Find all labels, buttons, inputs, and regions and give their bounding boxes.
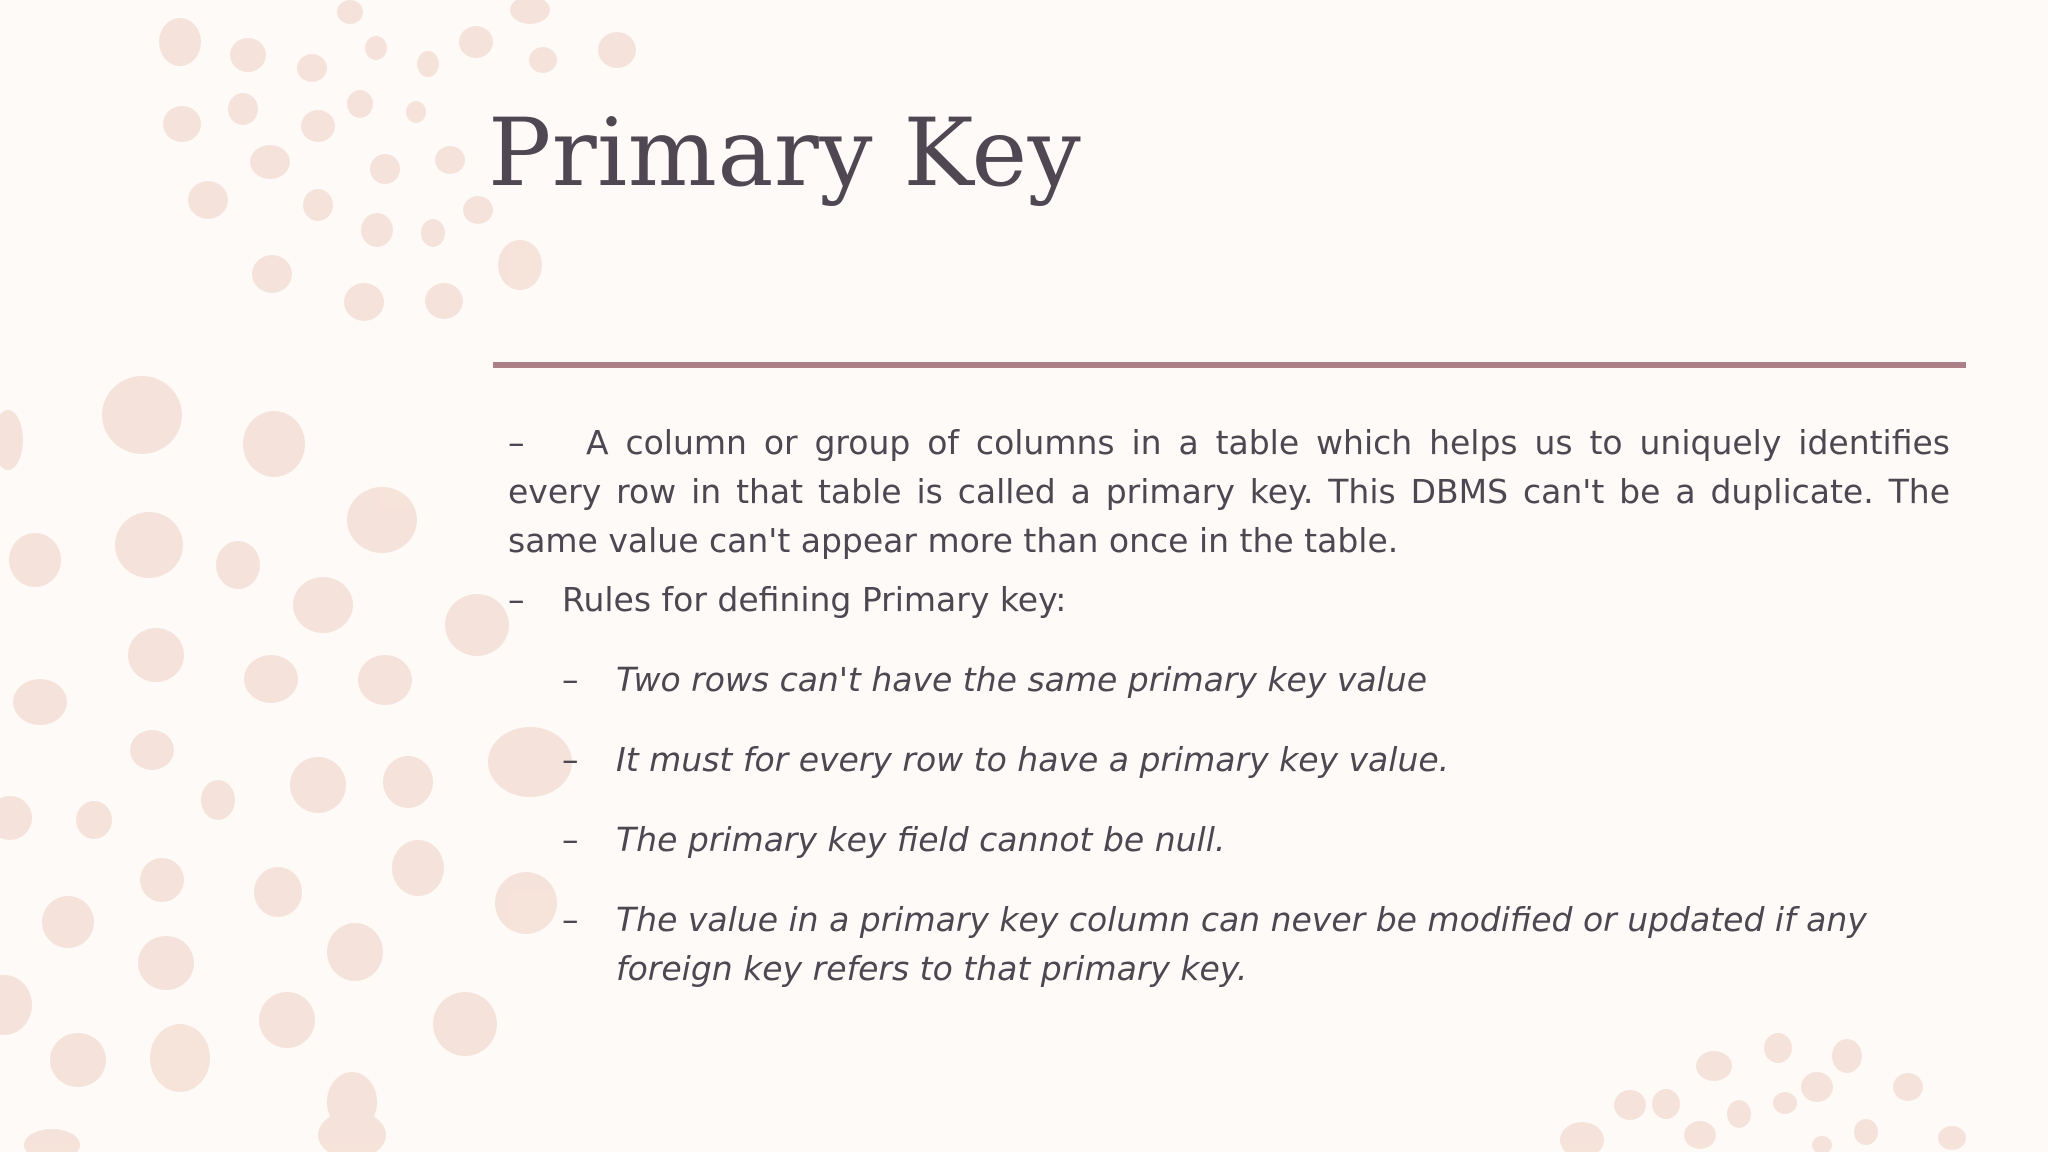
- bullet-dash: –: [508, 423, 525, 462]
- sub-bullet-dash: –: [562, 900, 579, 939]
- title-divider: [493, 362, 1966, 368]
- slide-title: Primary Key: [488, 99, 1082, 208]
- sub-bullet-dash: –: [562, 740, 579, 779]
- rule-item-text: The value in a primary key column can never be modified or updated if any foreign key refers to that primary key.: [616, 900, 1867, 988]
- rule-item-text: It must for every row to have a primary key value.: [616, 740, 1450, 779]
- definition-text: A column or group of columns in a table which helps us to uniquely identifies every row in that table is called a primary key. This DBMS can't be a duplicate. The same value can't appear more than once in the table.: [508, 423, 1950, 560]
- rule-item: [508, 735, 1950, 784]
- sub-bullet-dash: –: [562, 660, 579, 699]
- definition-paragraph: [508, 418, 1950, 565]
- rule-item: [508, 655, 1950, 704]
- rule-item-text: Two rows can't have the same primary key value: [616, 660, 1428, 699]
- slide-body: [508, 418, 1950, 993]
- rules-heading-text: Rules for defining Primary key:: [562, 580, 1067, 619]
- rules-heading: [508, 575, 1950, 624]
- sub-bullet-dash: –: [562, 820, 579, 859]
- bullet-dash: –: [508, 580, 525, 619]
- rule-item: [508, 895, 1950, 993]
- rule-item: [508, 815, 1950, 864]
- rule-item-text: The primary key field cannot be null.: [616, 820, 1226, 859]
